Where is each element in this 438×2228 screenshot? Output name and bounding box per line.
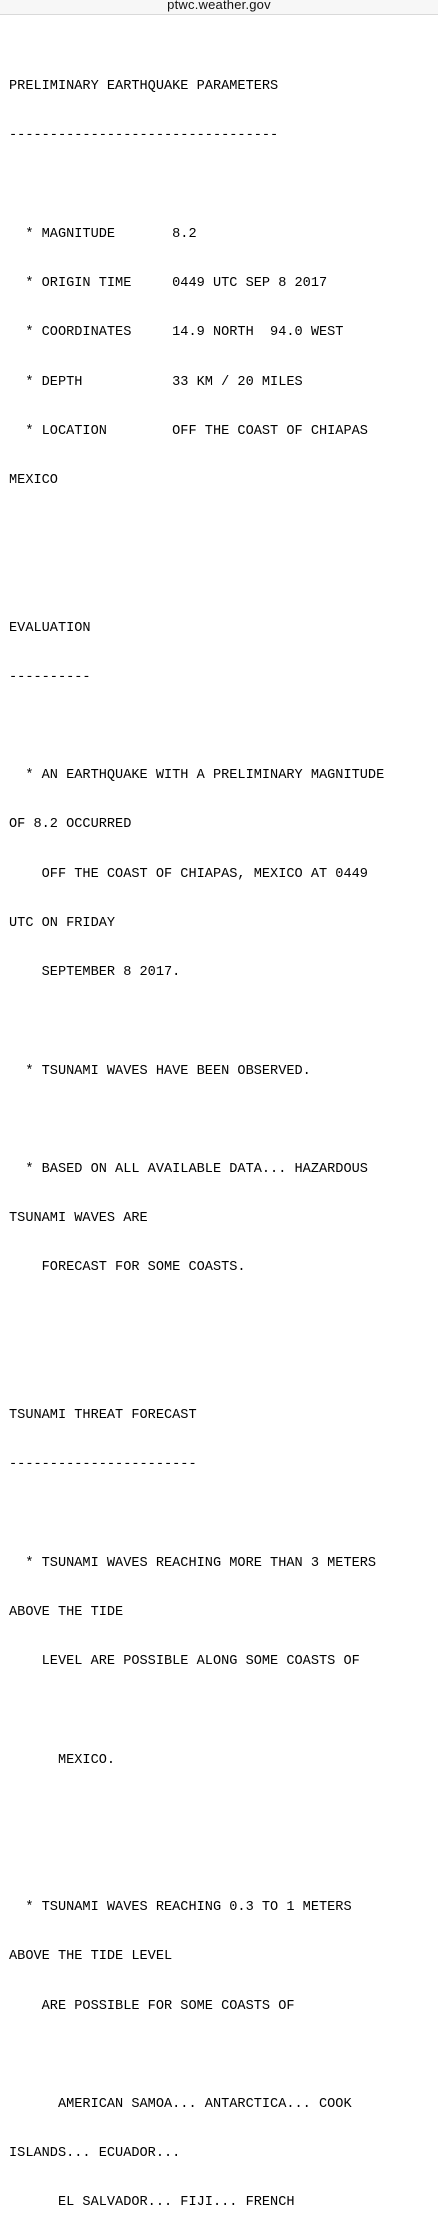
bulletin-line: LEVEL ARE POSSIBLE ALONG SOME COASTS OF — [9, 1654, 360, 1670]
bulletin-line: * TSUNAMI WAVES REACHING MORE THAN 3 METERS — [9, 1555, 377, 1571]
bulletin-line — [9, 571, 438, 587]
bulletin-line — [9, 178, 438, 194]
bulletin-line: * LOCATION OFF THE COAST OF CHIAPAS — [9, 423, 368, 439]
bulletin-line: UTC ON FRIDAY — [9, 915, 116, 931]
bulletin-line: TSUNAMI THREAT FORECAST — [9, 1408, 197, 1423]
bulletin-text — [9, 30, 438, 2228]
bulletin-line: ABOVE THE TIDE LEVEL — [9, 1949, 173, 1965]
bulletin-line: TSUNAMI WAVES ARE — [9, 1211, 148, 1227]
bulletin-line: --------------------------------- — [9, 128, 279, 144]
bulletin-line: ARE POSSIBLE FOR SOME COASTS OF — [9, 1998, 295, 2014]
bulletin-line: ---------- — [9, 669, 91, 685]
bulletin-line — [9, 1359, 438, 1375]
bulletin-line: * AN EARTHQUAKE WITH A PRELIMINARY MAGNITUDE — [9, 768, 385, 784]
bulletin-line: MEXICO. — [9, 1752, 116, 1768]
bulletin-line: * TSUNAMI WAVES REACHING 0.3 TO 1 METERS — [9, 1900, 352, 1916]
bulletin-line — [9, 1014, 438, 1030]
bulletin-line — [9, 1506, 438, 1522]
bulletin-line: ----------------------- — [9, 1457, 197, 1473]
bulletin-line — [9, 522, 438, 538]
bulletin-line: OF 8.2 OCCURRED — [9, 817, 132, 833]
bulletin-line — [9, 1703, 438, 1719]
bulletin-line — [9, 719, 438, 735]
bulletin-line: SEPTEMBER 8 2017. — [9, 965, 181, 981]
browser-address-bar[interactable] — [0, 0, 438, 15]
bulletin-line: AMERICAN SAMOA... ANTARCTICA... COOK — [9, 2096, 352, 2112]
bulletin-line: * TSUNAMI WAVES HAVE BEEN OBSERVED. — [9, 1063, 311, 1079]
bulletin-line: ISLANDS... ECUADOR... — [9, 2146, 181, 2162]
bulletin-line: ABOVE THE TIDE — [9, 1604, 124, 1620]
bulletin-line: * DEPTH 33 KM / 20 MILES — [9, 374, 303, 390]
bulletin-line: OFF THE COAST OF CHIAPAS, MEXICO AT 0449 — [9, 866, 368, 882]
bulletin-line: * ORIGIN TIME 0449 UTC SEP 8 2017 — [9, 276, 328, 292]
bulletin-line: EVALUATION — [9, 620, 91, 636]
bulletin-line: * BASED ON ALL AVAILABLE DATA... HAZARDOUS — [9, 1161, 368, 1177]
url-text[interactable]: ptwc.weather.gov — [167, 0, 271, 12]
bulletin-line — [9, 1113, 438, 1129]
bulletin-line: MEXICO — [9, 472, 58, 488]
bulletin-line: FORECAST FOR SOME COASTS. — [9, 1260, 246, 1276]
bulletin-line: * COORDINATES 14.9 NORTH 94.0 WEST — [9, 325, 344, 341]
bulletin-line — [9, 1310, 438, 1326]
bulletin-line: * MAGNITUDE 8.2 — [9, 226, 197, 242]
bulletin-line: EL SALVADOR... FIJI... FRENCH — [9, 2195, 295, 2211]
bulletin-line — [9, 2048, 438, 2064]
bulletin-line — [9, 1851, 438, 1867]
bulletin-line: PRELIMINARY EARTHQUAKE PARAMETERS — [9, 79, 279, 95]
bulletin-line — [9, 1802, 438, 1818]
